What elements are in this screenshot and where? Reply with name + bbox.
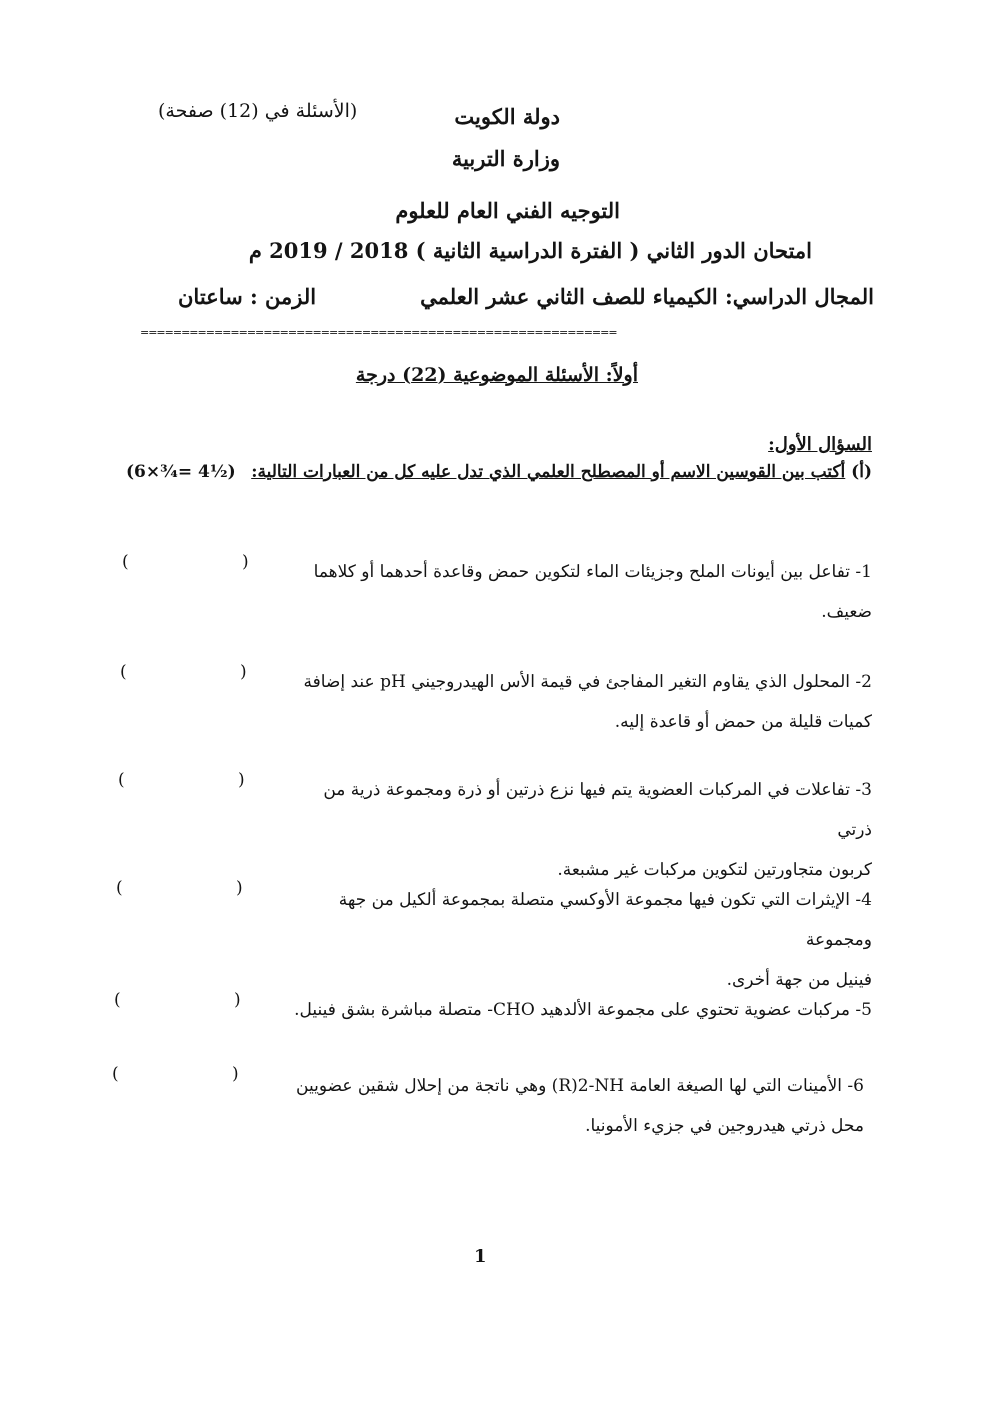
item-text-line2: كربون متجاورتين لتكوين مركبات غير مشبعة. — [557, 860, 872, 880]
list-item — [282, 880, 872, 1000]
list-item — [272, 990, 872, 1030]
item-text-line1: 3- تفاعلات في المركبات العضوية يتم فيها نزع ذرتين أو ذرة ومجموعة ذرية من ذرتي — [323, 780, 872, 840]
answer-bracket-right: ( — [234, 990, 241, 1010]
list-item — [264, 1066, 864, 1146]
item-text-line2: كميات قليلة من حمض أو قاعدة إليه. — [614, 712, 872, 732]
separator-line: ========================================================== — [140, 326, 617, 339]
page-count: (الأسئلة في (12) صفحة) — [158, 100, 358, 122]
answer-bracket-left: ) — [114, 990, 121, 1010]
question-instruction — [251, 462, 872, 482]
answer-bracket-right: ( — [240, 662, 247, 682]
item-text-line1: 5- مركبات عضوية تحتوي على مجموعة الألدهيد CHO- متصلة مباشرة بشق فينيل. — [294, 1000, 872, 1020]
question-title: السؤال الأول: — [768, 434, 872, 455]
page-number: 1 — [474, 1246, 487, 1267]
answer-bracket-right: ( — [236, 878, 243, 898]
ministry-title: وزارة التربية — [451, 146, 560, 171]
answer-bracket-right: ( — [232, 1064, 239, 1084]
answer-bracket-left: ) — [122, 552, 129, 572]
instruction-prefix: (أ) — [845, 462, 872, 482]
item-text-line2: فينيل من جهة أخرى. — [726, 970, 872, 990]
list-item — [300, 552, 872, 632]
exam-title: امتحان الدور الثاني ( الفترة الدراسية الثانية ) 2018 / 2019 م — [248, 238, 812, 263]
item-text-line1: 6- الأمينات التي لها الصيغة العامة R)2-NH) وهي ناتجة من إحلال شقين عضويين — [296, 1076, 864, 1096]
directorate-title: التوجيه الفني العام للعلوم — [395, 198, 620, 223]
section-title: أولاً: الأسئلة الموضوعية (22) درجة — [355, 364, 638, 386]
answer-bracket-right: ( — [242, 552, 249, 572]
list-item — [300, 662, 872, 742]
item-text-line1: 4- الإيثرات التي تكون فيها مجموعة الأوكسي متصلة بمجموعة ألكيل من جهة ومجموعة — [338, 890, 872, 950]
item-text-line1: 2- المحلول الذي يقاوم التغير المفاجئ في قيمة الأس الهيدروجيني pH عند إضافة — [303, 672, 872, 692]
answer-bracket-left: ) — [112, 1064, 119, 1084]
item-text-line2: ضعيف. — [821, 602, 872, 622]
answer-bracket-left: ) — [120, 662, 127, 682]
list-item — [292, 770, 872, 890]
item-text-line2: محل ذرتي هيدروجين في جزيء الأمونيا. — [585, 1116, 864, 1136]
country-title: دولة الكويت — [454, 104, 560, 129]
answer-bracket-left: ) — [118, 770, 125, 790]
answer-bracket-right: ( — [238, 770, 245, 790]
answer-bracket-left: ) — [116, 878, 123, 898]
duration: الزمن : ساعتان — [178, 284, 317, 309]
instruction-text: أكتب بين القوسين الاسم أو المصطلح العلمي الذي تدل عليه كل من العبارات التالية: — [251, 462, 846, 482]
subject-line: المجال الدراسي: الكيمياء للصف الثاني عشر العلمي — [420, 284, 874, 309]
item-text-line1: 1- تفاعل بين أيونات الملح وجزيئات الماء لتكوين حمض وقاعدة أحدهما أو كلاهما — [313, 562, 872, 582]
score: (6×¾= 4½) — [126, 462, 236, 482]
